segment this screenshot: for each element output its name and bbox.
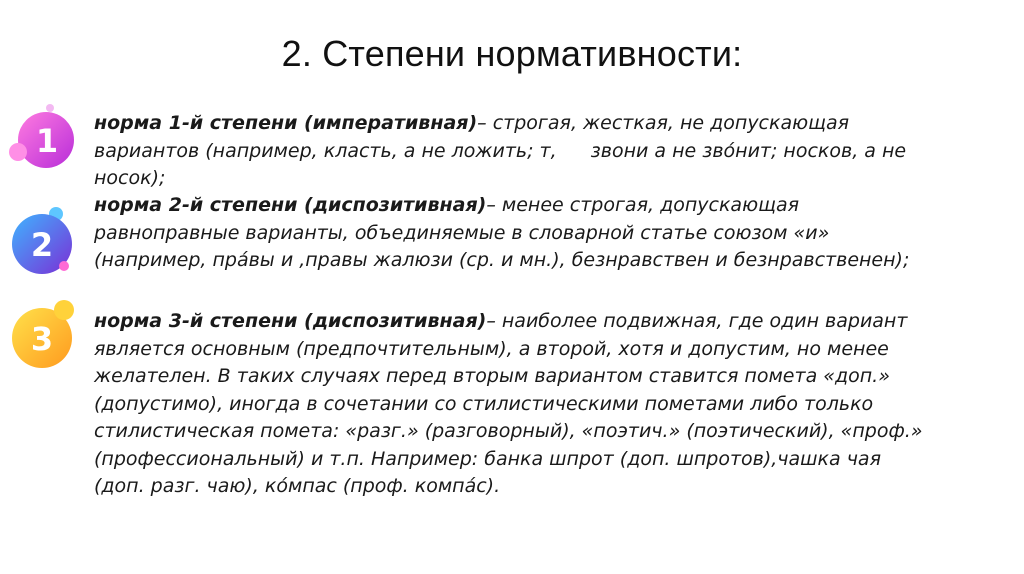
svg-text:1: 1 — [35, 122, 59, 160]
norm-text: (профессиональный) и т.п. Например: банка шпрот (доп. шпротов),чашка чая — [94, 447, 881, 470]
norm-text: стилистическая помета: «разг.» (разговорный), «поэтич.» (поэтический), «проф.» — [94, 420, 923, 442]
norm-paragraph-3 — [94, 308, 999, 501]
norm-heading-1: норма 1-й степени (императивная) — [94, 112, 478, 134]
norm-paragraph-2 — [94, 192, 999, 275]
norm-text: (доп. разг. чаю), кóмпас (проф. компáс). — [94, 475, 501, 497]
norm-text: – строгая, жесткая, не допускающая — [477, 112, 850, 134]
norm-text: – менее строгая, допускающая — [486, 194, 800, 216]
norm-text: – наиболее подвижная, где один вариант — [486, 310, 908, 332]
norm-paragraph-1 — [94, 110, 999, 193]
norm-text: (допустимо), иногда в сочетании со стилистическими пометами либо только — [94, 392, 874, 415]
svg-text:3: 3 — [30, 320, 54, 358]
number-badge-2 — [4, 206, 76, 278]
circle-icon — [6, 100, 78, 172]
circle-icon — [4, 206, 76, 278]
norm-text: носок); — [94, 167, 166, 189]
norm-text: вариантов (например, класть, а не ложить; т, — [94, 139, 557, 162]
norm-text: равноправные варианты, объединяемые в словарной статье союзом «и» — [94, 221, 830, 244]
norm-text: (например, прáвы и ,правы жалюзи (ср. и мн.), безнравствен и безнравственен); — [94, 249, 910, 271]
slide-title: 2. Степени нормативности: — [281, 33, 743, 74]
number-badge-3 — [4, 298, 76, 370]
norm-text: звони а не звóнит; носков, а не — [590, 139, 907, 162]
norm-text: является основным (предпочтительным), а второй, хотя и допустим, но менее — [94, 337, 889, 360]
circle-icon — [4, 298, 76, 370]
svg-text:2: 2 — [30, 226, 54, 264]
norm-text: желателен. В таких случаях перед вторым вариантом ставится помета «доп.» — [94, 365, 890, 387]
norm-heading-3: норма 3-й степени (диспозитивная) — [94, 310, 487, 332]
number-badge-1 — [6, 100, 78, 172]
norm-heading-2: норма 2-й степени (диспозитивная) — [94, 194, 487, 216]
